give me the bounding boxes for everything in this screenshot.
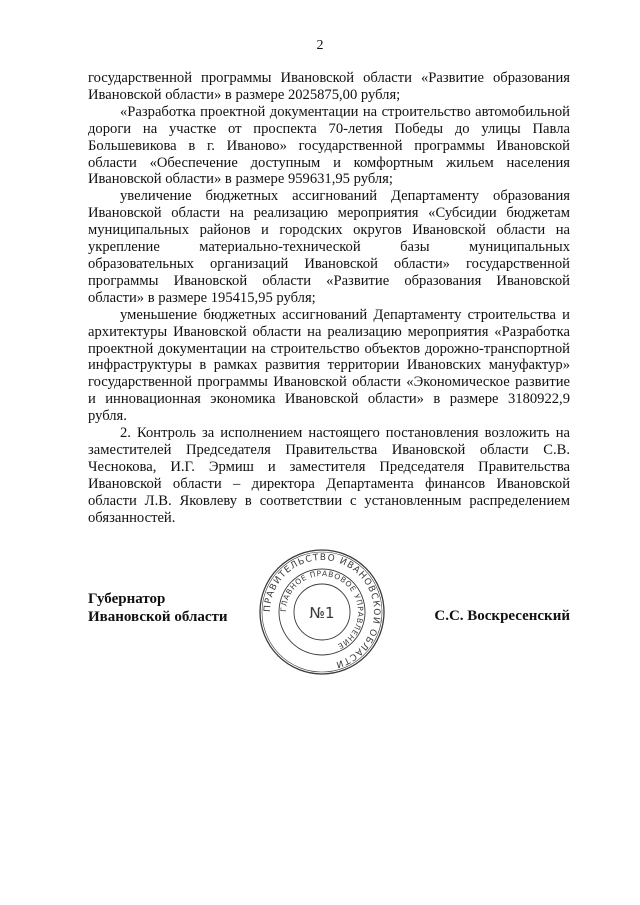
stamp-inner-text: ГЛАВНОЕ ПРАВОВОЕ УПРАВЛЕНИЕ [278, 568, 366, 652]
paragraph: увеличение бюджетных ассигнований Департаменту образования Ивановской области на реализацию мероприятия «Субсидии бюджетам муниципальных районов и городских округов Ивановской области на укрепление материально-технической базы муниципальных образовательных организаций Ивановской области» государственной программы Ивановской области «Развитие образования Ивановской области» в размере 195415,95 рубля; [88, 188, 570, 306]
paragraph: «Разработка проектной документации на строительство автомобильной дороги на участке от проспекта 70-летия Победы до улицы Павла Большевикова в г. Иваново» государственной программы Ивановской области «Обеспечение доступным и комфортным жильем населения Ивановской области» в размере 959631,95 рубля; [88, 103, 570, 188]
signature-title-line2: Ивановской области [88, 608, 228, 625]
signature-title [88, 591, 228, 626]
signature-title-line1: Губернатор [88, 591, 166, 607]
official-stamp [258, 548, 386, 676]
paragraph: государственной программы Ивановской области «Развитие образования Ивановской области» в размере 2025875,00 рубля; [88, 70, 570, 103]
stamp-outer-text: ПРАВИТЕЛЬСТВО ИВАНОВСКОЙ ОБЛАСТИ [262, 552, 382, 670]
page-number: 2 [316, 38, 324, 53]
signature-name: С.С. Воскресенский [434, 608, 570, 624]
document-body [88, 70, 570, 526]
paragraph: уменьшение бюджетных ассигнований Департаменту строительства и архитектуры Ивановской области на реализацию мероприятия «Разработка проектной документации на строительство объектов дорожно-транспортной инфраструктуры в рамках развития территории Ивановских мануфактур» государственной программы Ивановской области «Экономическое развитие и инновационная экономика Ивановской области» в размере 3180922,9 рубля. [88, 306, 570, 425]
paragraph: 2. Контроль за исполнением настоящего постановления возложить на заместителей Председателя Правительства Ивановской области С.В. Чеснокова, И.Г. Эрмиш и заместителя Председателя Правительства Ивановской области – директора Департамента финансов Ивановской области Л.В. Яковлеву в соответствии с установленным распределением обязанностей. [88, 425, 570, 526]
stamp-number: №1 [309, 604, 335, 622]
